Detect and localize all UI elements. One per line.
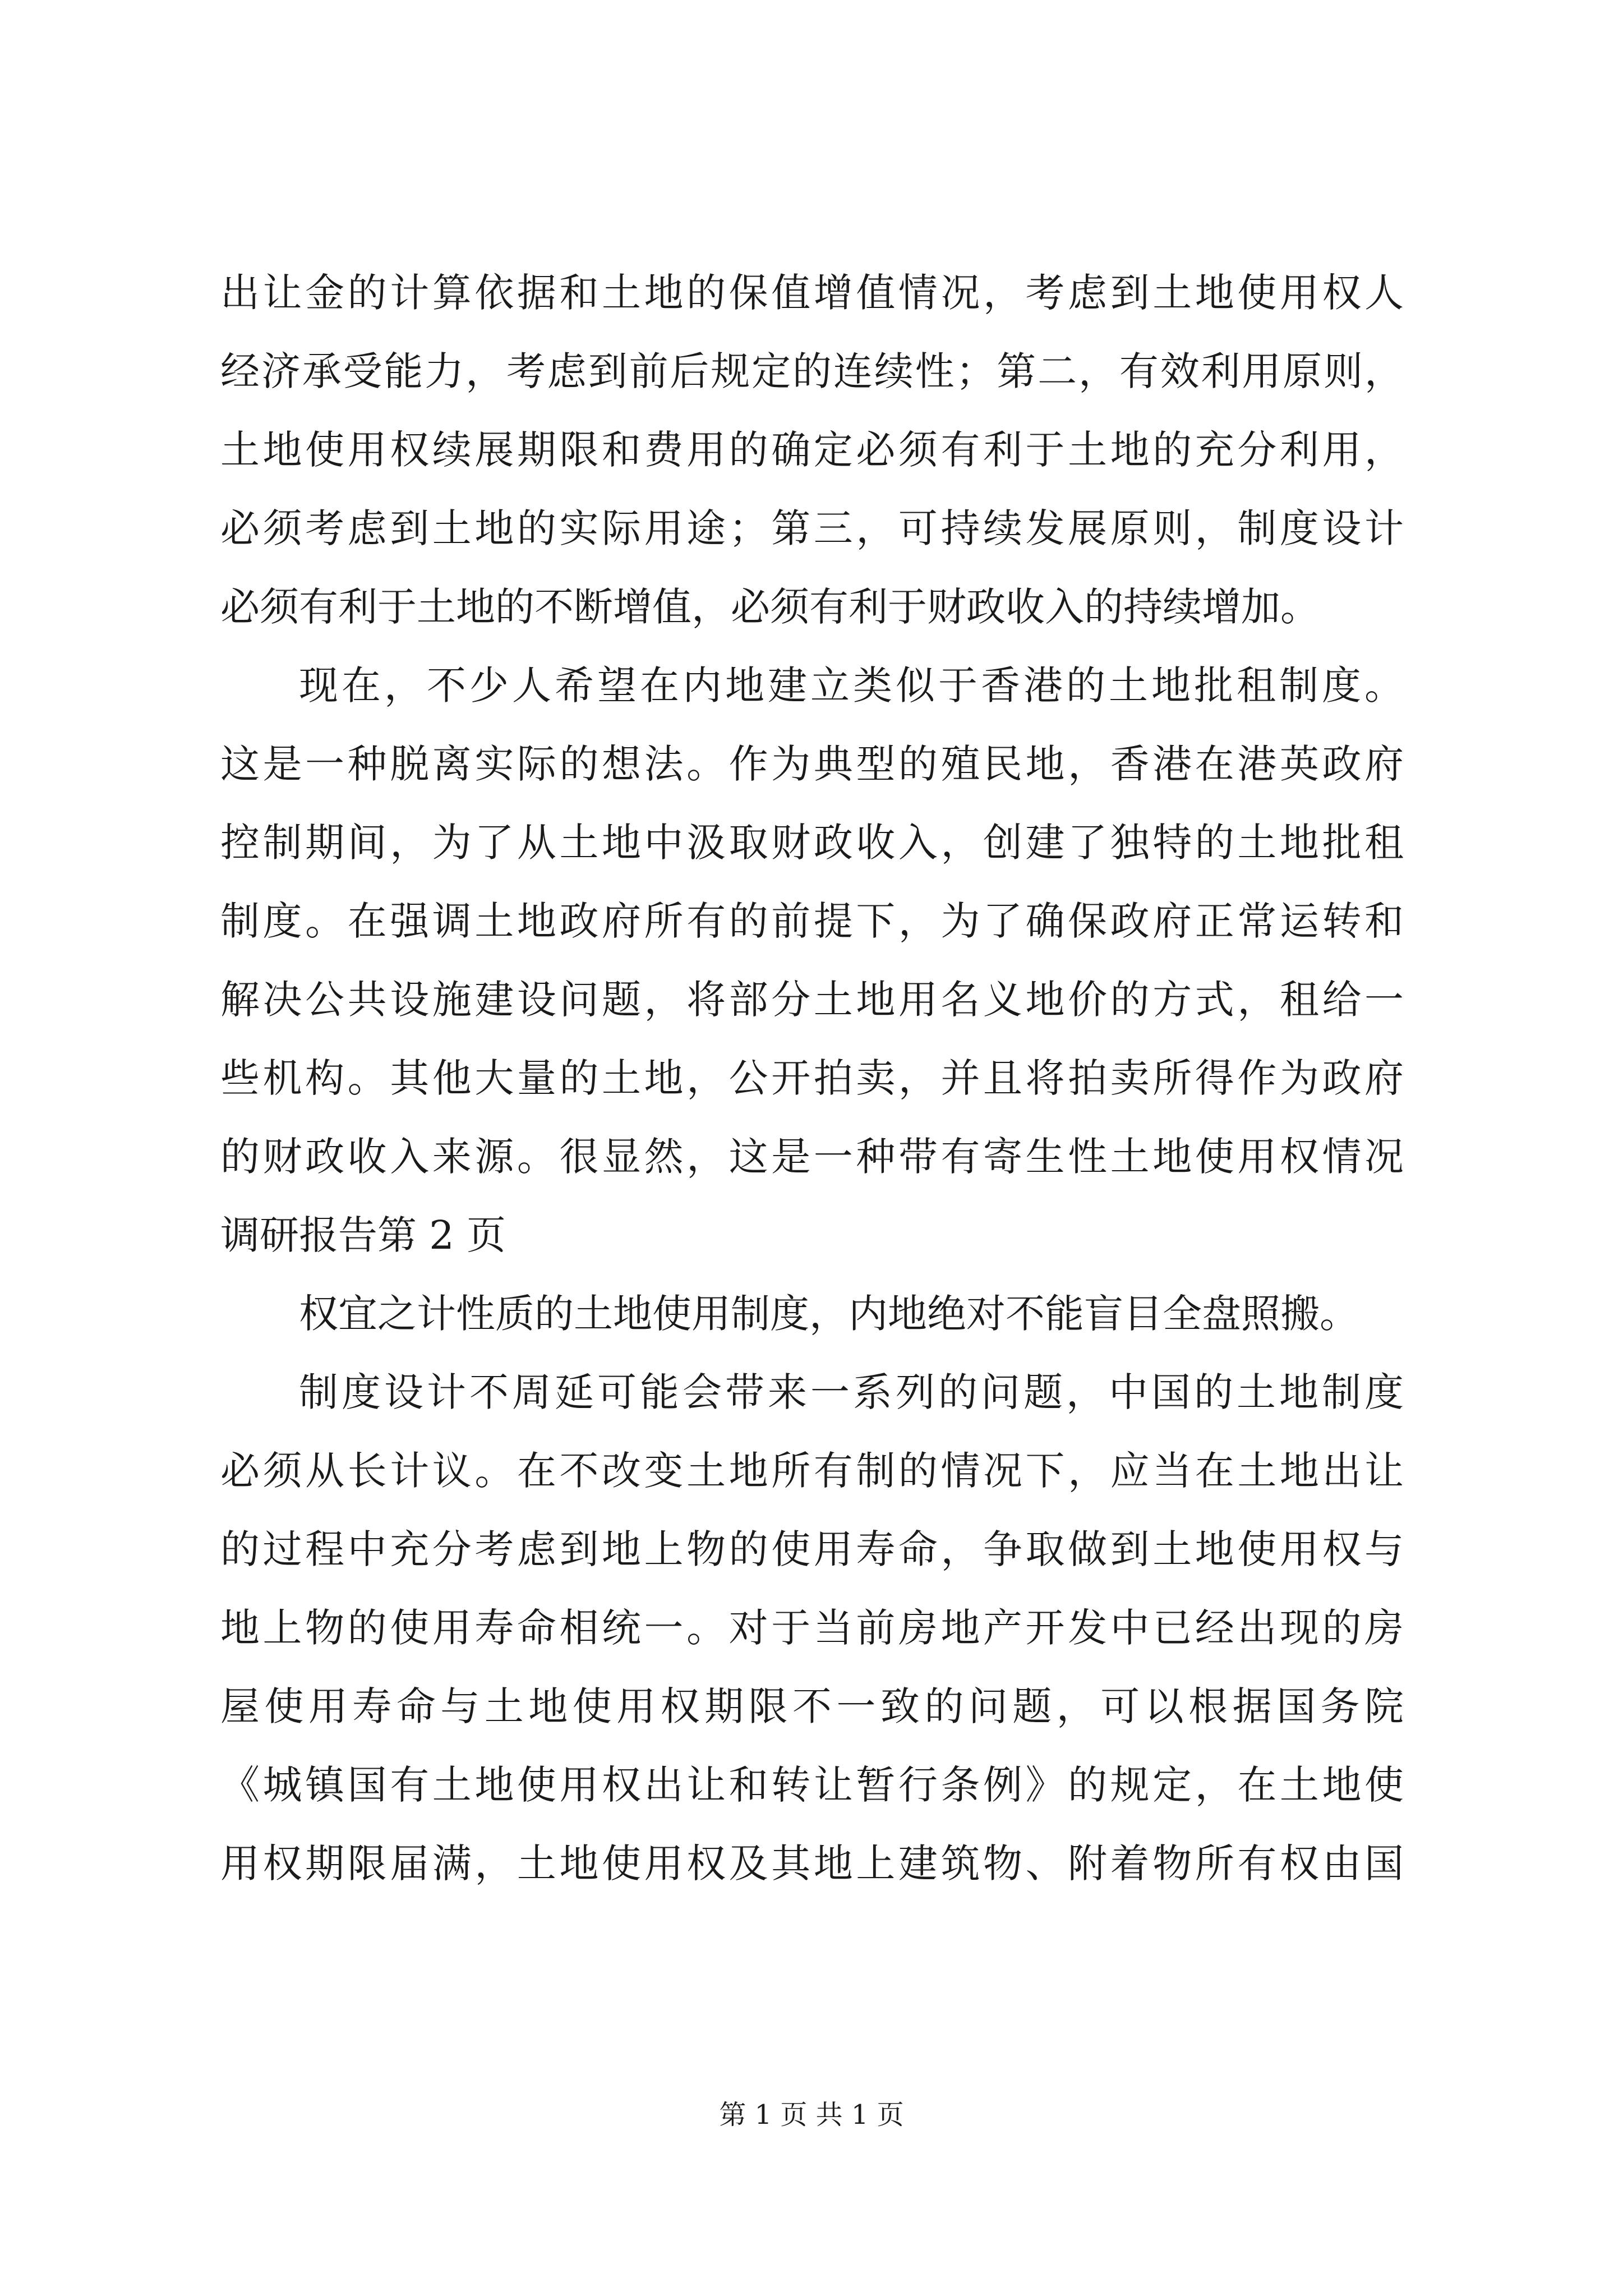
text-line: 必须从长计议。在不改变土地所有制的情况下，应当在土地出让 <box>220 1448 1404 1494</box>
text-line: 的过程中充分考虑到地上物的使用寿命，争取做到土地使用权与 <box>220 1526 1404 1572</box>
text-line: 制度设计不周延可能会带来一系列的问题，中国的土地制度 <box>299 1369 1404 1415</box>
text-line: 的财政收入来源。很显然，这是一种带有寄生性土地使用权情况 <box>220 1134 1404 1180</box>
text-line: 必须考虑到土地的实际用途；第三，可持续发展原则，制度设计 <box>220 505 1404 551</box>
text-line: 土地使用权续展期限和费用的确定必须有利于土地的充分利用， <box>220 427 1404 473</box>
text-line: 制度。在强调土地政府所有的前提下，为了确保政府正常运转和 <box>220 898 1404 944</box>
text-line: 些机构。其他大量的土地，公开拍卖，并且将拍卖所得作为政府 <box>220 1055 1404 1101</box>
text-line: 控制期间，为了从土地中汲取财政收入，创建了独特的土地批租 <box>220 820 1404 866</box>
text-line: 出让金的计算依据和土地的保值增值情况，考虑到土地使用权人 <box>220 270 1404 316</box>
text-line: 《城镇国有土地使用权出让和转让暂行条例》的规定，在土地使 <box>220 1762 1404 1808</box>
text-line: 必须有利于土地的不断增值，必须有利于财政收入的持续增加。 <box>220 584 1320 630</box>
text-line: 屋使用寿命与土地使用权期限不一致的问题，可以根据国务院 <box>220 1683 1404 1729</box>
body-text <box>220 254 1404 1903</box>
text-line: 这是一种脱离实际的想法。作为典型的殖民地，香港在港英政府 <box>220 741 1404 787</box>
text-line: 用权期限届满，土地使用权及其地上建筑物、附着物所有权由国 <box>220 1841 1404 1887</box>
text-line: 地上物的使用寿命相统一。对于当前房地产开发中已经出现的房 <box>220 1605 1404 1651</box>
text-line: 权宜之计性质的土地使用制度，内地绝对不能盲目全盘照搬。 <box>299 1291 1359 1337</box>
text-line: 解决公共设施建设问题，将部分土地用名义地价的方式，租给一 <box>220 977 1404 1023</box>
text-line: 经济承受能力，考虑到前后规定的连续性；第二，有效利用原则， <box>220 348 1404 394</box>
text-line: 调研报告第 2 页 <box>220 1212 506 1258</box>
page-footer: 第 1 页 共 1 页 <box>719 2099 904 2131</box>
text-line: 现在，不少人希望在内地建立类似于香港的土地批租制度。 <box>299 662 1404 708</box>
